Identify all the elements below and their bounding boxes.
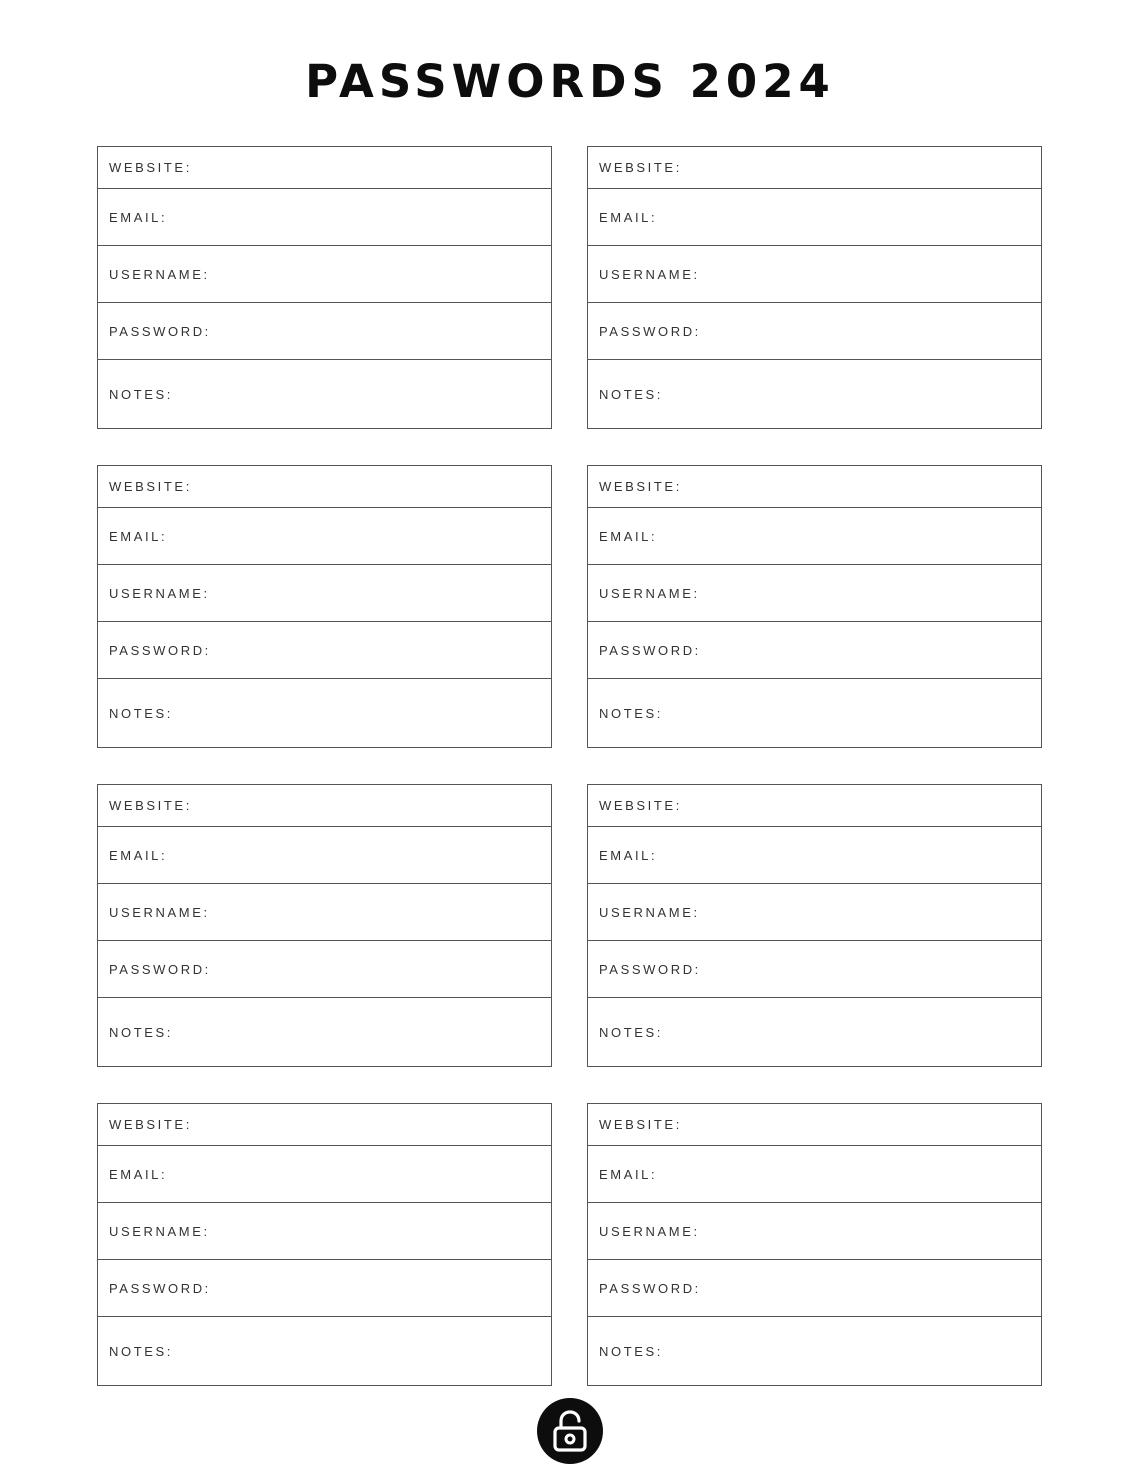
username-field[interactable]: [98, 884, 551, 941]
website-field[interactable]: [588, 1104, 1041, 1146]
username-label: USERNAME:: [599, 585, 700, 601]
notes-field[interactable]: [588, 360, 1041, 428]
notes-field[interactable]: [588, 679, 1041, 747]
password-label: PASSWORD:: [599, 642, 701, 658]
notes-label: NOTES:: [599, 1343, 663, 1359]
notes-label: NOTES:: [109, 705, 173, 721]
password-field[interactable]: [98, 941, 551, 998]
notes-field[interactable]: [588, 998, 1041, 1066]
password-field[interactable]: [98, 303, 551, 360]
password-label: PASSWORD:: [109, 323, 211, 339]
username-field[interactable]: [98, 1203, 551, 1260]
website-field[interactable]: [588, 147, 1041, 189]
username-field[interactable]: [588, 884, 1041, 941]
email-field[interactable]: [98, 189, 551, 246]
username-field[interactable]: [588, 565, 1041, 622]
email-field[interactable]: [588, 827, 1041, 884]
username-label: USERNAME:: [599, 904, 700, 920]
notes-field[interactable]: [98, 1317, 551, 1385]
email-label: EMAIL:: [109, 209, 168, 225]
password-label: PASSWORD:: [109, 1280, 211, 1296]
password-entry-card: [587, 1103, 1042, 1386]
email-label: EMAIL:: [109, 1166, 168, 1182]
email-field[interactable]: [98, 508, 551, 565]
username-field[interactable]: [98, 565, 551, 622]
email-field[interactable]: [588, 508, 1041, 565]
notes-label: NOTES:: [109, 1343, 173, 1359]
email-label: EMAIL:: [599, 1166, 658, 1182]
notes-label: NOTES:: [599, 386, 663, 402]
email-label: EMAIL:: [599, 528, 658, 544]
password-label: PASSWORD:: [109, 642, 211, 658]
website-label: WEBSITE:: [599, 798, 682, 813]
notes-label: NOTES:: [599, 1024, 663, 1040]
username-label: USERNAME:: [109, 1223, 210, 1239]
website-field[interactable]: [98, 466, 551, 508]
email-label: EMAIL:: [599, 209, 658, 225]
notes-label: NOTES:: [109, 1024, 173, 1040]
username-field[interactable]: [588, 246, 1041, 303]
email-label: EMAIL:: [109, 528, 168, 544]
password-label: PASSWORD:: [599, 1280, 701, 1296]
password-entry-card: [97, 465, 552, 748]
notes-label: NOTES:: [599, 705, 663, 721]
password-field[interactable]: [588, 622, 1041, 679]
password-entry-card: [97, 784, 552, 1067]
footer-lock-badge: [537, 1398, 603, 1464]
password-entry-card: [587, 784, 1042, 1067]
email-label: EMAIL:: [109, 847, 168, 863]
website-label: WEBSITE:: [599, 160, 682, 175]
password-field[interactable]: [588, 941, 1041, 998]
email-label: EMAIL:: [599, 847, 658, 863]
password-entry-card: [587, 146, 1042, 429]
password-label: PASSWORD:: [599, 323, 701, 339]
password-field[interactable]: [588, 1260, 1041, 1317]
website-label: WEBSITE:: [109, 160, 192, 175]
username-label: USERNAME:: [109, 585, 210, 601]
password-label: PASSWORD:: [109, 961, 211, 977]
website-field[interactable]: [588, 466, 1041, 508]
notes-field[interactable]: [98, 679, 551, 747]
website-field[interactable]: [98, 147, 551, 189]
email-field[interactable]: [588, 189, 1041, 246]
password-entry-card: [97, 146, 552, 429]
website-label: WEBSITE:: [109, 479, 192, 494]
website-field[interactable]: [98, 785, 551, 827]
username-field[interactable]: [588, 1203, 1041, 1260]
notes-field[interactable]: [588, 1317, 1041, 1385]
website-label: WEBSITE:: [599, 1117, 682, 1132]
password-label: PASSWORD:: [599, 961, 701, 977]
website-label: WEBSITE:: [109, 1117, 192, 1132]
password-field[interactable]: [98, 622, 551, 679]
username-label: USERNAME:: [109, 266, 210, 282]
unlocked-padlock-icon: [550, 1409, 590, 1453]
website-field[interactable]: [98, 1104, 551, 1146]
email-field[interactable]: [98, 1146, 551, 1203]
page-title: PASSWORDS 2024: [305, 55, 835, 108]
password-field[interactable]: [98, 1260, 551, 1317]
notes-field[interactable]: [98, 360, 551, 428]
username-label: USERNAME:: [599, 1223, 700, 1239]
notes-field[interactable]: [98, 998, 551, 1066]
password-field[interactable]: [588, 303, 1041, 360]
password-entry-card: [587, 465, 1042, 748]
website-label: WEBSITE:: [109, 798, 192, 813]
email-field[interactable]: [588, 1146, 1041, 1203]
website-label: WEBSITE:: [599, 479, 682, 494]
username-field[interactable]: [98, 246, 551, 303]
username-label: USERNAME:: [599, 266, 700, 282]
email-field[interactable]: [98, 827, 551, 884]
password-entry-card: [97, 1103, 552, 1386]
username-label: USERNAME:: [109, 904, 210, 920]
notes-label: NOTES:: [109, 386, 173, 402]
website-field[interactable]: [588, 785, 1041, 827]
